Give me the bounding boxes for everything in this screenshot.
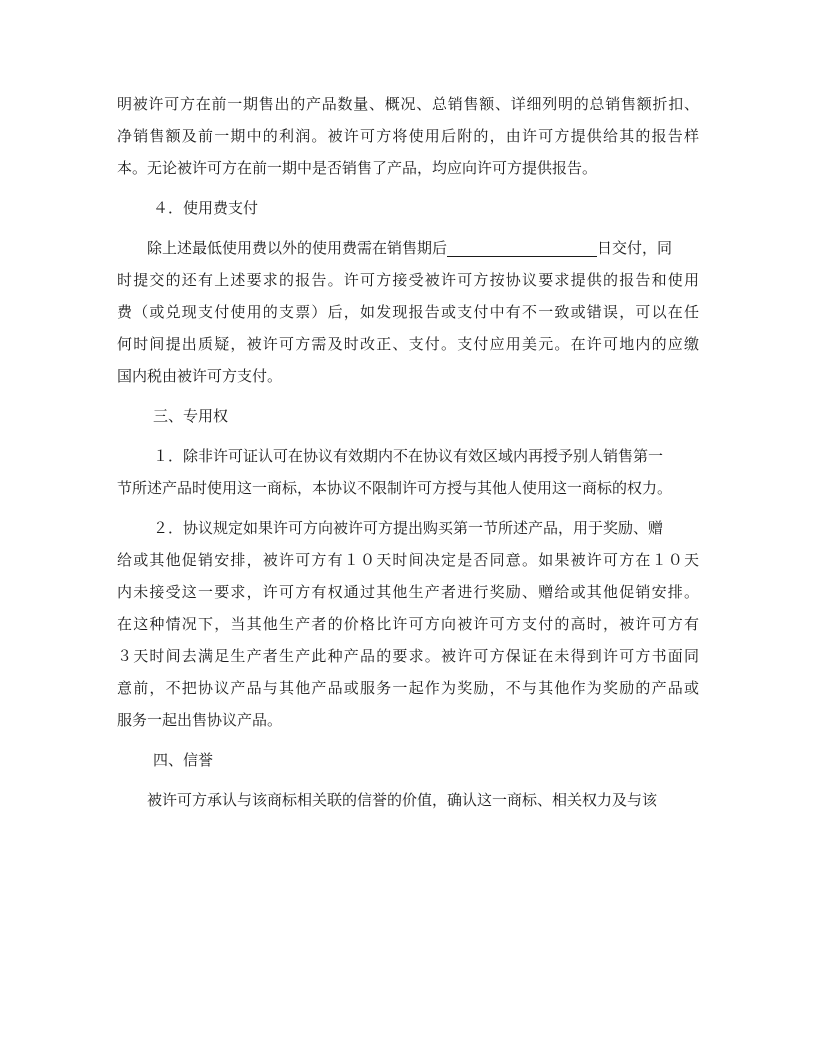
text-line: 明被许可方在前一期售出的产品数量、概况、总销售额、详细列明的总销售额折扣、 bbox=[117, 95, 699, 113]
text-line: 节所述产品时使用这一商标，本协议不限制许可方授与其他人使用这一商标的权力。 bbox=[117, 479, 673, 497]
text-line: 意前，不把协议产品与其他产品或服务一起作为奖励，不与其他作为奖励的产品或 bbox=[117, 679, 699, 697]
section-heading-exclusive-rights: 三、专用权 bbox=[153, 407, 229, 425]
text-line: 时提交的还有上述要求的报告。许可方接受被许可方按协议要求提供的报告和使用 bbox=[117, 271, 699, 289]
text-line: 内未接受这一要求，许可方有权通过其他生产者进行奖励、赠给或其他促销安排。 bbox=[117, 583, 699, 601]
paragraph-payment bbox=[117, 232, 699, 392]
text-line: ３天时间去满足生产者生产此种产品的要求。被许可方保证在未得到许可方书面同 bbox=[117, 647, 699, 665]
paragraph-exclusive-1 bbox=[117, 440, 699, 504]
text-line: 给或其他促销安排，被许可方有１０天时间决定是否同意。如果被许可方在１０天 bbox=[117, 551, 699, 569]
text-line: 本。无论被许可方在前一期中是否销售了产品，均应向许可方提供报告。 bbox=[117, 159, 598, 177]
paragraph-goodwill bbox=[117, 784, 699, 816]
text-line-with-blank bbox=[117, 232, 699, 264]
text-line: 服务一起出售协议产品。 bbox=[117, 711, 283, 729]
text-line: 费（或兑现支付使用的支票）后，如发现报告或支付中有不一致或错误，可以在任 bbox=[117, 303, 699, 321]
document-page bbox=[117, 88, 699, 816]
text-line: 何时间提出质疑，被许可方需及时改正、支付。支付应用美元。在许可地内的应缴 bbox=[117, 335, 699, 353]
text-line: 国内税由被许可方支付。 bbox=[117, 367, 283, 385]
text-line: 净销售额及前一期中的利润。被许可方将使用后附的，由许可方提供给其的报告样 bbox=[117, 127, 699, 145]
text-line: 在这种情况下，当其他生产者的价格比许可方向被许可方支付的高时，被许可方有 bbox=[117, 615, 699, 633]
paragraph-report-continuation bbox=[117, 88, 699, 184]
text-fragment: 日交付，同 bbox=[597, 239, 673, 257]
fill-in-blank bbox=[447, 238, 597, 257]
text-line: 被许可方承认与该商标相关联的信誉的价值，确认这一商标、相关权力及与该 bbox=[147, 791, 658, 809]
section-heading-goodwill: 四、信誉 bbox=[153, 751, 214, 769]
paragraph-exclusive-2 bbox=[117, 512, 699, 736]
text-fragment: 除上述最低使用费以外的使用费需在销售期后 bbox=[147, 239, 448, 257]
section-heading-payment: ４．使用费支付 bbox=[153, 199, 259, 217]
text-line: １．除非许可证认可在协议有效期内不在协议有效区域内再授予别人销售第一 bbox=[153, 447, 664, 465]
text-line: ２．协议规定如果许可方向被许可方提出购买第一节所述产品，用于奖励、赠 bbox=[153, 519, 664, 537]
